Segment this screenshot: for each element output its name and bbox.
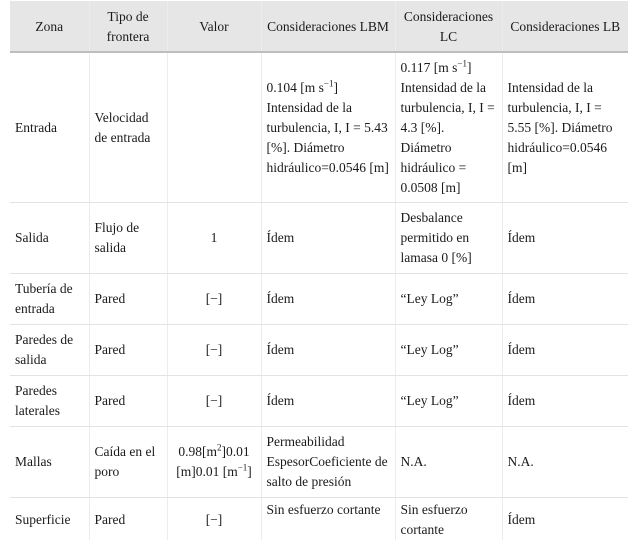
- lbm-suffix: ] Intensidad de la turbulencia, I, I = 5.43 [%]. Diámetro hidráulico=0.0546 [m]: [266, 79, 389, 175]
- table-row: [10, 274, 628, 325]
- valor-exponent-2: −1: [237, 462, 248, 473]
- cell-lc: [395, 52, 502, 203]
- cell-valor: [−]: [167, 325, 261, 376]
- cell-valor: [−]: [167, 376, 261, 427]
- cell-lc: Sin esfuerzo cortante: [395, 498, 502, 541]
- cell-valor: [167, 52, 261, 203]
- header-valor: Valor: [167, 1, 261, 52]
- lc-exponent: −1: [457, 58, 467, 68]
- cell-zona: Salida: [10, 203, 89, 274]
- cell-lbm: [261, 52, 395, 203]
- cell-zona: Superficie: [15, 512, 71, 527]
- table-row: [10, 325, 628, 376]
- cell-zona: Mallas: [10, 427, 89, 498]
- cell-lb: N.A.: [502, 427, 628, 498]
- cell-valor: [−]: [167, 498, 261, 541]
- lc-suffix: ] Intensidad de la turbulencia, I, I = 4.3 [%]. Diámetro hidráulico = 0.0508 [m]: [400, 59, 495, 195]
- cell-valor: [167, 427, 261, 498]
- cell-lc: “Ley Log”: [395, 325, 502, 376]
- cell-lc: N.A.: [395, 427, 502, 498]
- cell-lbm: Ídem: [261, 325, 395, 376]
- boundary-conditions-table: [10, 1, 628, 540]
- cell-tipo: Pared: [89, 376, 167, 427]
- cell-lbm: Ídem: [261, 274, 395, 325]
- valor-part-c: ]: [247, 464, 252, 479]
- table-row: [10, 203, 628, 274]
- cell-tipo: Flujo de salida: [89, 203, 167, 274]
- valor-part-b: ]0.01 [m]0.01 [m: [176, 444, 250, 479]
- cell-lbm: Ídem: [261, 376, 395, 427]
- cell-lc: “Ley Log”: [395, 376, 502, 427]
- cell-lc: “Ley Log”: [395, 274, 502, 325]
- cell-valor: 1: [167, 203, 261, 274]
- header-tipo-frontera: Tipo de frontera: [89, 1, 167, 52]
- cell-lb: Intensidad de la turbulencia, I, I = 5.55 [%]. Diámetro hidráulico=0.0546 [m]: [502, 52, 628, 203]
- table-row: [10, 498, 628, 541]
- cell-tipo: Velocidad de entrada: [89, 52, 167, 203]
- valor-part-a: 0.98[m: [178, 444, 217, 459]
- lbm-prefix: 0.104 [m s: [266, 79, 324, 95]
- cell-lbm: Ídem: [261, 203, 395, 274]
- header-consideraciones-lbm: Consideraciones LBM: [261, 1, 395, 52]
- cell-tipo: Pared: [89, 274, 167, 325]
- cell-lb: Ídem: [502, 325, 628, 376]
- cell-zona: Tubería de entrada: [10, 274, 89, 325]
- header-consideraciones-lc: Consideraciones LC: [395, 1, 502, 52]
- cell-tipo: Pared: [89, 498, 167, 541]
- cell-tipo: Pared: [89, 325, 167, 376]
- header-zona: Zona: [10, 1, 89, 52]
- cell-zona: Paredes laterales: [10, 376, 89, 427]
- cell-lb: Ídem: [502, 203, 628, 274]
- cell-lb: Ídem: [502, 498, 628, 541]
- table-row: [10, 52, 628, 203]
- cell-valor: [−]: [167, 274, 261, 325]
- cell-lb: Ídem: [502, 274, 628, 325]
- cell-lbm: Permeabilidad EspesorCoeficiente de salto de presión: [261, 427, 395, 498]
- cell-tipo: Caída en el poro: [89, 427, 167, 498]
- valor-exponent-1: 2: [217, 442, 222, 453]
- cell-lb: Ídem: [502, 376, 628, 427]
- cell-lc: Desbalance permitido en lamasa 0 [%]: [395, 203, 502, 274]
- cell-zona: Paredes de salida: [10, 325, 89, 376]
- cell-zona: Entrada: [10, 52, 89, 203]
- header-row: [10, 1, 628, 52]
- table-row: [10, 376, 628, 427]
- table-row: [10, 427, 628, 498]
- lc-prefix: 0.117 [m s: [400, 59, 458, 75]
- cell-lbm: Sin esfuerzo cortante: [261, 498, 395, 541]
- header-consideraciones-lb: Consideraciones LB: [502, 1, 628, 52]
- lbm-exponent: −1: [323, 78, 334, 88]
